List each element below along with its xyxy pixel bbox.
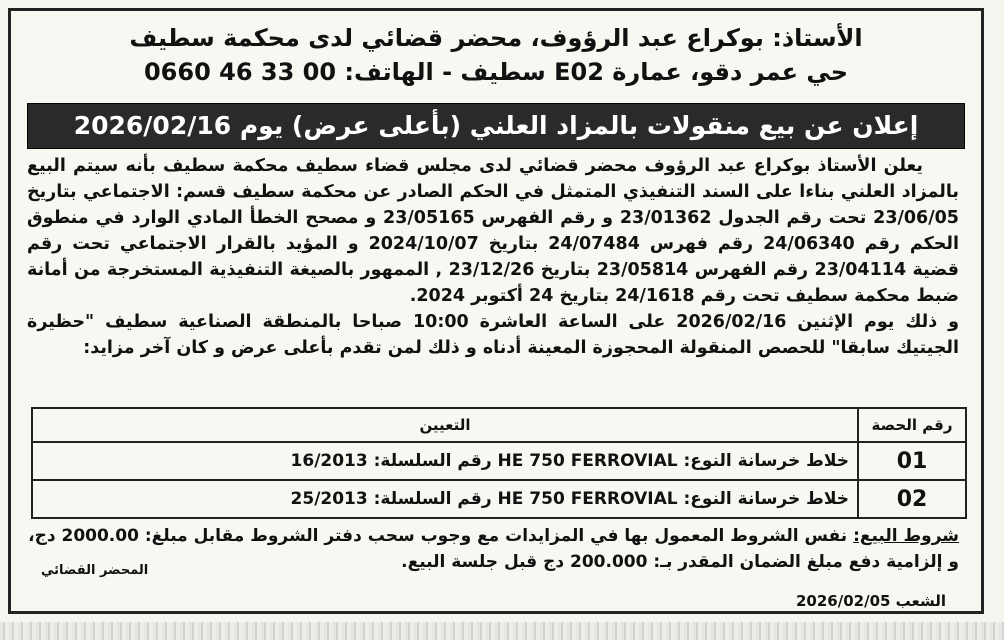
table-header-row [32,408,966,442]
lots-table [31,407,967,519]
notice-body [27,153,959,361]
terms-line1: نفس الشروط المعمول بها في المزايدات مع وجوب سحب دفتر الشروط مقابل مبلغ: 2000.00 دج، [28,526,848,546]
paragraph-legal-basis: يعلن الأستاذ بوكراع عبد الرؤوف محضر قضائي لدى مجلس قضاء سطيف محكمة سطيف بأنه سيتم البيع بالمزاد العلني بناءا على السند التنفيذي المتمثل في الحكم الصادر عن محكمة سطيف قسم: الاجتماعي بتاريخ 23/06/05 تحت رقم الجدول 23/01362 و رقم الفهرس 23/05165 و مصحح الخطأ المادي الوارد في منطوق الحكم رقم 24/06340 رقم فهرس 24/07484 بتاريخ 2024/10/07 و المؤيد بالقرار الاجتماعي تحت رقم قضية 23/04114 رقم الفهرس 23/05814 بتاريخ 23/12/26 , الممهور بالصيغة التنفيذية المستخرجة من أمانة ضبط محكمة سطيف تحت رقم 24/1618 بتاريخ 24 أكتوبر 2024. [27,156,959,306]
notice-title: إعلان عن بيع منقولات بالمزاد العلني (بأعلى عرض) يوم 2026/02/16 [27,103,965,149]
scan-artifact-strip [0,622,1004,640]
bailiff-name: الأستاذ: بوكراع عبد الرؤوف، محضر قضائي لدى محكمة سطيف [129,24,863,52]
paragraph-sale-details: و ذلك يوم الإثنين 2026/02/16 على الساعة العاشرة 10:00 صباحا بالمنطقة الصناعية سطيف "حظيرة الجيتيك سابقا" للحصص المنقولة المحجوزة المعينة أدناه و ذلك لمن تقدم بأعلى عرض و كان آخر مزايد: [27,312,959,358]
table-row [32,442,966,480]
lot-number: 01 [858,442,966,480]
lot-description: خلاط خرسانة النوع: HE 750 FERROVIAL رقم السلسلة: 25/2013 [32,480,858,518]
terms-label: شروط البيع: [853,526,959,546]
publication-footer: الشعب 2026/02/05 [790,592,952,610]
legal-notice [8,8,984,614]
lot-number: 02 [858,480,966,518]
col-lot-number: رقم الحصة [858,408,966,442]
notice-header [31,21,961,89]
terms-line2: و إلزامية دفع مبلغ الضمان المقدر بـ: 200.000 دج قبل جلسة البيع. [401,552,959,572]
sale-terms [27,523,959,575]
table-row [32,480,966,518]
col-description: التعيين [32,408,858,442]
bailiff-address: حي عمر دقو، عمارة E02 سطيف - الهاتف: 00 33 46 0660 [143,58,848,86]
lot-description: خلاط خرسانة النوع: HE 750 FERROVIAL رقم السلسلة: 16/2013 [32,442,858,480]
bailiff-signature-label: المحضر القضائي [41,563,149,578]
